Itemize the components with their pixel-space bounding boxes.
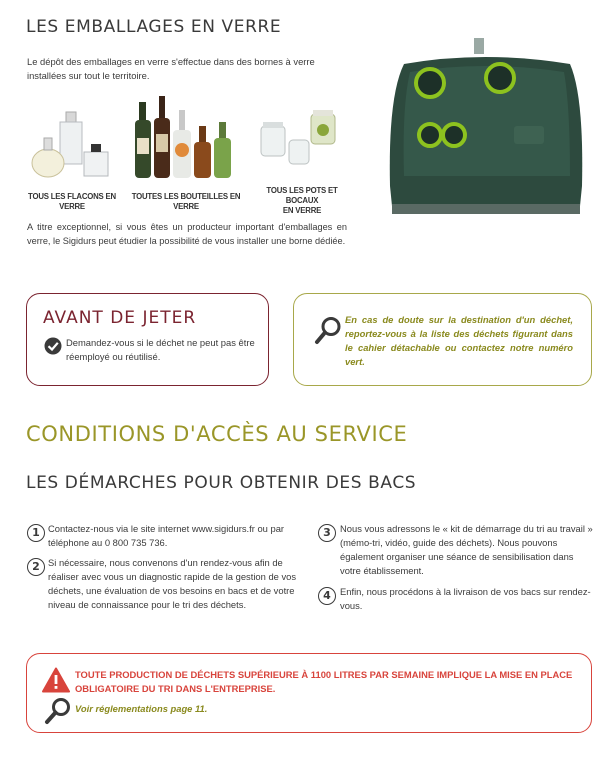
caption-bouteilles: TOUTES LES BOUTEILLES EN VERRE bbox=[131, 192, 241, 211]
glass-jars-image bbox=[255, 106, 345, 176]
caption-pots-line2: EN VERRE bbox=[282, 206, 322, 215]
step-4-text: Enfin, nous procédons à la livraison de vos bacs sur rendez-vous. bbox=[340, 586, 591, 611]
caption-flacons: TOUS LES FLACONS EN VERRE bbox=[28, 192, 116, 211]
demarches-title: LES DÉMARCHES POUR OBTENIR DES BACS bbox=[26, 473, 417, 493]
wine-bottles-image bbox=[133, 92, 243, 182]
glass-section-title: LES EMBALLAGES EN VERRE bbox=[26, 17, 282, 37]
regulations-link[interactable]: Voir réglementations page 11. bbox=[75, 703, 208, 714]
step-3-text: Nous vous adressons le « kit de démarrage du tri au travail » (mémo-tri, vidéo, guide des déchets). Nous pouvons également organiser une séance de sensibilisation dans votre établissement. bbox=[340, 523, 593, 576]
perfume-bottles-image bbox=[28, 108, 118, 186]
caption-pots-line1: TOUS LES POTS ET BOCAUX bbox=[266, 186, 338, 205]
step-4-number: 4 bbox=[318, 587, 336, 605]
step-2-number: 2 bbox=[27, 558, 45, 576]
magnifier-icon bbox=[314, 316, 342, 346]
glass-intro-text: Le dépôt des emballages en verre s'effectue dans des bornes à verre installées sur tout le territoire. bbox=[27, 56, 315, 81]
step-2-text: Si nécessaire, nous convenons d'un rendez-vous afin de réaliser avec vous un diagnostic rapide de la gestion de vos déchets, une évaluation de vos besoins en bacs et de votre niveau de connaissance pour le tri des déchets. bbox=[48, 557, 297, 610]
magnifier-icon bbox=[44, 697, 72, 725]
step-1-number: 1 bbox=[27, 524, 45, 542]
step-1-text: Contactez-nous via le site internet www.sigidurs.fr ou par téléphone au 0 800 735 736. bbox=[48, 523, 285, 548]
checkmark-icon bbox=[44, 337, 62, 355]
warning-icon bbox=[42, 667, 70, 693]
avant-de-jeter-title: AVANT DE JETER bbox=[43, 308, 197, 328]
avant-de-jeter-text: Demandez-vous si le déchet ne peut pas être réemployé ou réutilisé. bbox=[66, 337, 255, 362]
caption-pots bbox=[256, 186, 348, 216]
doute-text: En cas de doute sur la destination d'un déchet, reportez-vous à la liste des déchets figurant dans le cahier détachable ou contactez notre numéro vert. bbox=[345, 314, 573, 367]
warning-text: TOUTE PRODUCTION DE DÉCHETS SUPÉRIEURE À 1100 LITRES PAR SEMAINE IMPLIQUE LA MISE EN PLACE OBLIGATOIRE DU TRI DANS L'ENTREPRISE. bbox=[75, 669, 573, 694]
glass-container-image bbox=[384, 36, 588, 218]
step-3-number: 3 bbox=[318, 524, 336, 542]
producer-text: A titre exceptionnel, si vous êtes un producteur important d'emballages en verre, le Sigidurs peut étudier la possibilité de vous installer une borne dédiée. bbox=[27, 222, 347, 246]
conditions-title: CONDITIONS D'ACCÈS AU SERVICE bbox=[26, 422, 408, 446]
